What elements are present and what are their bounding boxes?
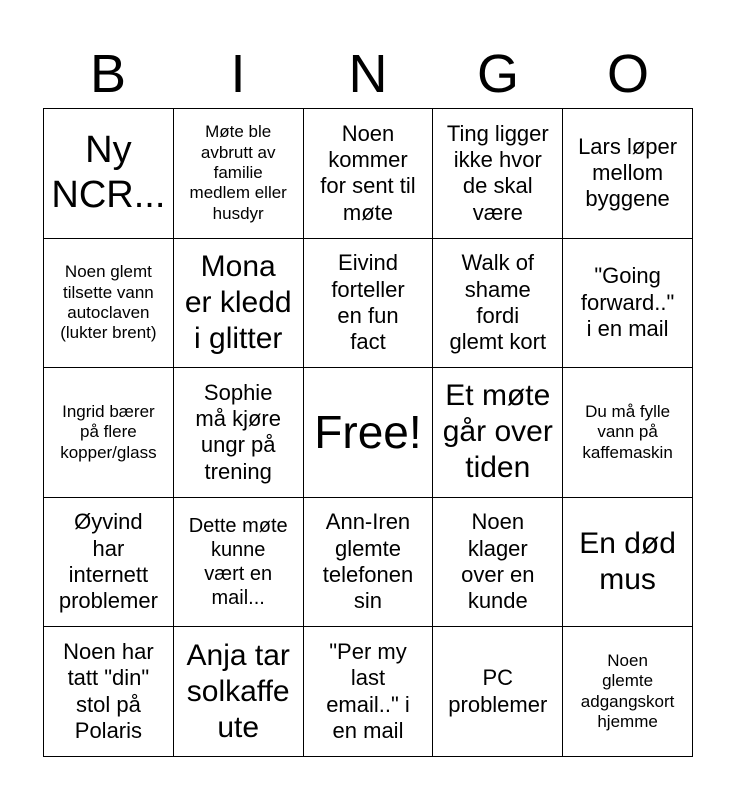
bingo-cell-free[interactable]: Free!: [304, 368, 434, 498]
bingo-cell-r5c5[interactable]: Noen glemte adgangskort hjemme: [563, 627, 693, 757]
bingo-cell-r5c1[interactable]: Noen har tatt "din" stol på Polaris: [44, 627, 174, 757]
bingo-cell-r1c1[interactable]: Ny NCR...: [44, 109, 174, 239]
bingo-grid: [43, 108, 693, 757]
bingo-cell-r3c5[interactable]: Du må fylle vann på kaffemaskin: [563, 368, 693, 498]
bingo-cell-r4c4[interactable]: Noen klager over en kunde: [433, 498, 563, 628]
bingo-cell-r5c3[interactable]: "Per my last email.." i en mail: [304, 627, 434, 757]
bingo-cell-r1c2[interactable]: Møte ble avbrutt av familie medlem eller husdyr: [174, 109, 304, 239]
bingo-cell-r5c4[interactable]: PC problemer: [433, 627, 563, 757]
header-letter-g: G: [476, 44, 519, 104]
bingo-cell-r2c4[interactable]: Walk of shame fordi glemt kort: [433, 239, 563, 369]
bingo-cell-r2c1[interactable]: Noen glemt tilsette vann autoclaven (lukter brent): [44, 239, 174, 369]
bingo-cell-r4c5[interactable]: En død mus: [563, 498, 693, 628]
bingo-cell-r1c3[interactable]: Noen kommer for sent til møte: [304, 109, 434, 239]
header-letter-i: I: [230, 44, 246, 104]
bingo-cell-r1c4[interactable]: Ting ligger ikke hvor de skal være: [433, 109, 563, 239]
bingo-cell-r2c2[interactable]: Mona er kledd i glitter: [174, 239, 304, 369]
bingo-cell-r4c2[interactable]: Dette møte kunne vært en mail...: [174, 498, 304, 628]
bingo-cell-r4c3[interactable]: Ann-Iren glemte telefonen sin: [304, 498, 434, 628]
header-letter-o: O: [606, 44, 649, 104]
bingo-cell-r3c2[interactable]: Sophie må kjøre ungr på trening: [174, 368, 304, 498]
bingo-cell-r3c1[interactable]: Ingrid bærer på flere kopper/glass: [44, 368, 174, 498]
bingo-header: [43, 40, 693, 108]
bingo-cell-r2c5[interactable]: "Going forward.." i en mail: [563, 239, 693, 369]
bingo-cell-r3c4[interactable]: Et møte går over tiden: [433, 368, 563, 498]
header-letter-b: B: [89, 44, 127, 104]
header-letter-n: N: [348, 44, 388, 104]
bingo-cell-r1c5[interactable]: Lars løper mellom byggene: [563, 109, 693, 239]
bingo-cell-r4c1[interactable]: Øyvind har internett problemer: [44, 498, 174, 628]
bingo-cell-r2c3[interactable]: Eivind forteller en fun fact: [304, 239, 434, 369]
bingo-cell-r5c2[interactable]: Anja tar solkaffe ute: [174, 627, 304, 757]
